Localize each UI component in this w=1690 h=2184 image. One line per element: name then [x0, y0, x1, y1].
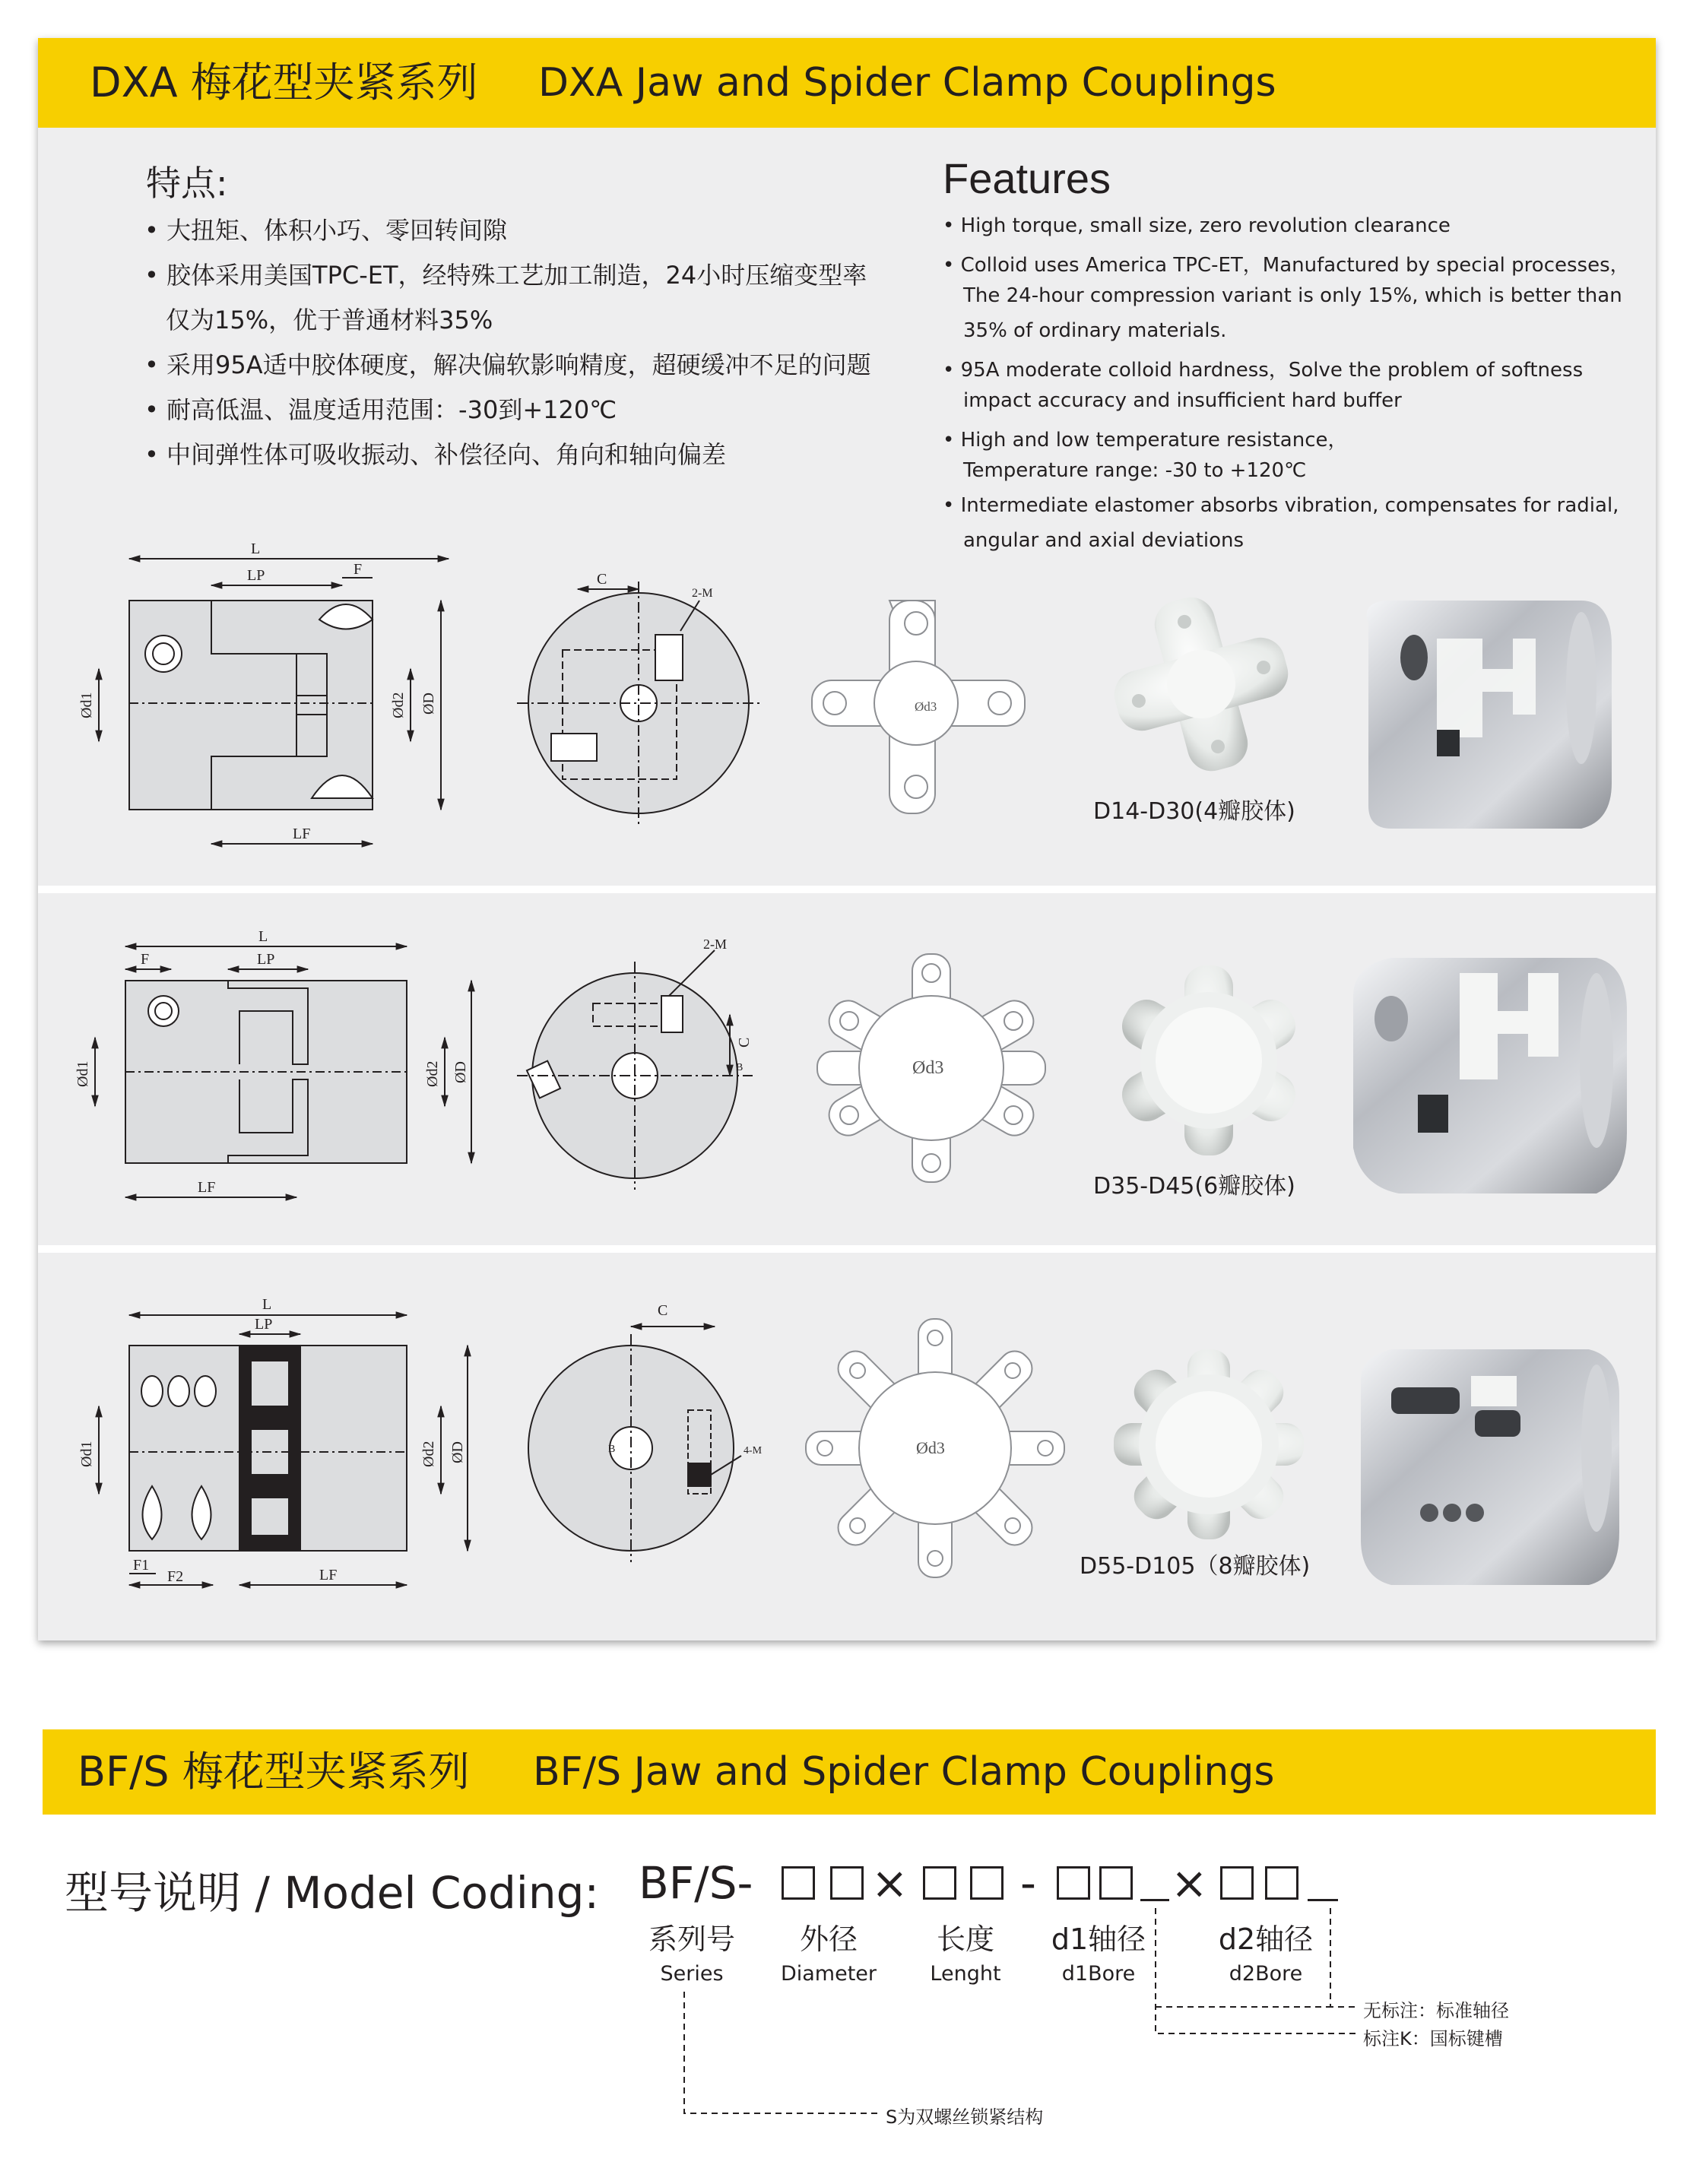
model-part-d2: d2轴径 d2Bore	[1218, 1922, 1314, 1986]
dim-label: LP	[247, 567, 265, 584]
dim-label: LF	[198, 1179, 216, 1196]
model-part-d1: d1轴径 d1Bore	[1051, 1922, 1146, 1986]
coupling-photo-3	[1361, 1349, 1619, 1585]
dim-label: Ød2	[424, 1060, 441, 1087]
front-view-drawing-1	[517, 582, 760, 825]
d2-digit-box	[1265, 1866, 1298, 1900]
feature-cn-item: • 耐高低温、温度适用范围：-30到+120℃	[144, 395, 617, 424]
spider-photo-2	[1115, 965, 1304, 1155]
feature-en-item: • Intermediate elastomer absorbs vibration, compensates for radial,	[943, 494, 1619, 517]
dxa-title-cn: DXA 梅花型夹紧系列	[90, 59, 478, 106]
dim-label: LF	[293, 826, 311, 842]
dim-label: Ød3	[912, 1058, 944, 1078]
coupling-photo-1	[1367, 601, 1612, 829]
dim-label: C	[658, 1302, 668, 1319]
spider-photo-3	[1114, 1349, 1304, 1539]
diameter-digit-box	[830, 1866, 864, 1900]
dash-symbol: -	[1020, 1857, 1036, 1909]
dim-label: Ød1	[78, 1441, 95, 1467]
feature-en-item: angular and axial deviations	[963, 529, 1245, 552]
dim-label: L	[262, 1296, 272, 1313]
dim-label: F	[354, 561, 363, 578]
times-symbol: ×	[1171, 1857, 1208, 1909]
dim-label: C	[736, 1037, 753, 1048]
note-double-screw: S为双螺丝锁紧结构	[886, 2106, 1044, 2128]
d1-digit-box	[1099, 1866, 1133, 1900]
note-standard-bore: 无标注：标准轴径	[1363, 2000, 1509, 2021]
dim-label: ØD	[449, 1441, 466, 1463]
bfs-title-bar	[43, 1729, 1656, 1815]
features-cn-heading: 特点:	[146, 163, 228, 204]
length-digit-box	[923, 1866, 956, 1900]
dim-label: B	[608, 1444, 616, 1455]
dim-label: F	[141, 951, 150, 968]
side-view-drawing-2	[95, 946, 471, 1197]
dim-label: LP	[257, 951, 275, 968]
feature-en-item: Temperature range: -30 to +120℃	[963, 459, 1307, 482]
dim-label: ØD	[420, 693, 437, 715]
dim-label: 2-M	[703, 937, 727, 952]
feature-en-item: • 95A moderate colloid hardness，Solve the problem of softness	[943, 359, 1584, 382]
dim-label: F1	[133, 1557, 150, 1574]
d1-digit-box	[1057, 1866, 1090, 1900]
features-en-heading: Features	[943, 154, 1111, 202]
front-view-drawing-3	[528, 1327, 741, 1562]
model-prefix: BF/S-	[639, 1857, 753, 1909]
feature-cn-item: • 中间弹性体可吸收振动、补偿径向、角向和轴向偏差	[144, 440, 727, 469]
dxa-title-en: DXA Jaw and Spider Clamp Couplings	[538, 60, 1276, 106]
model-coding-label: 型号说明 / Model Coding:	[65, 1867, 600, 1919]
dim-label: B	[736, 1062, 744, 1073]
dim-label: LP	[255, 1316, 273, 1333]
feature-en-item: The 24-hour compression variant is only 15%, which is better than	[963, 284, 1622, 307]
feature-en-item: impact accuracy and insufficient hard buffer	[963, 389, 1402, 412]
dim-label: Ød2	[420, 1441, 437, 1467]
model-part-length: 长度 Lenght	[930, 1922, 1001, 1986]
feature-cn-item: 仅为15%，优于普通材料35%	[166, 306, 493, 334]
dim-label: LF	[319, 1567, 338, 1583]
dim-label: Ød1	[75, 1060, 91, 1087]
diameter-digit-box	[782, 1866, 815, 1900]
dim-label: Ød3	[915, 699, 937, 714]
d2-digit-box	[1220, 1866, 1254, 1900]
spider-caption-2: D35-D45(6瓣胶体)	[1093, 1173, 1295, 1200]
side-view-drawing-3	[99, 1315, 468, 1585]
coupling-photo-2	[1353, 958, 1627, 1193]
length-digit-box	[970, 1866, 1004, 1900]
bfs-title-en: BF/S Jaw and Spider Clamp Couplings	[533, 1749, 1275, 1795]
feature-en-item: • High and low temperature resistance，	[943, 429, 1348, 452]
spider-photo-1	[1094, 577, 1308, 791]
dim-label: 4-M	[744, 1445, 763, 1457]
front-view-drawing-2	[517, 950, 753, 1190]
dim-label: ØD	[452, 1061, 469, 1083]
dim-label: C	[597, 571, 607, 588]
dim-label: 2-M	[692, 587, 713, 600]
feature-cn-item: • 大扭矩、体积小巧、零回转间隙	[144, 216, 508, 245]
dim-label: Ød2	[390, 692, 407, 718]
feature-en-item: • Colloid uses America TPC-ET，Manufactured by special processes，	[943, 254, 1630, 277]
feature-cn-item: • 采用95A适中胶体硬度，解决偏软影响精度，超硬缓冲不足的问题	[144, 350, 871, 379]
note-keyway: 标注K：国标键槽	[1363, 2028, 1503, 2049]
times-symbol: ×	[871, 1857, 908, 1909]
dim-label: F2	[167, 1568, 184, 1585]
dim-label: L	[251, 540, 261, 557]
spider-caption-3: D55-D105（8瓣胶体)	[1080, 1553, 1311, 1580]
feature-en-item: 35% of ordinary materials.	[963, 319, 1227, 342]
feature-cn-item: • 胶体采用美国TPC-ET，经特殊工艺加工制造，24小时压缩变型率	[144, 261, 867, 290]
model-part-diameter: 外径 Diameter	[780, 1922, 877, 1986]
dim-label: Ød1	[78, 692, 95, 718]
spider-caption-1: D14-D30(4瓣胶体)	[1093, 798, 1295, 825]
bfs-title-cn: BF/S 梅花型夹紧系列	[78, 1748, 470, 1796]
model-part-series: 系列号 Series	[648, 1922, 735, 1986]
feature-en-item: • High torque, small size, zero revolution clearance	[943, 214, 1451, 237]
dim-label: Ød3	[916, 1438, 945, 1457]
dim-label: L	[258, 928, 268, 945]
